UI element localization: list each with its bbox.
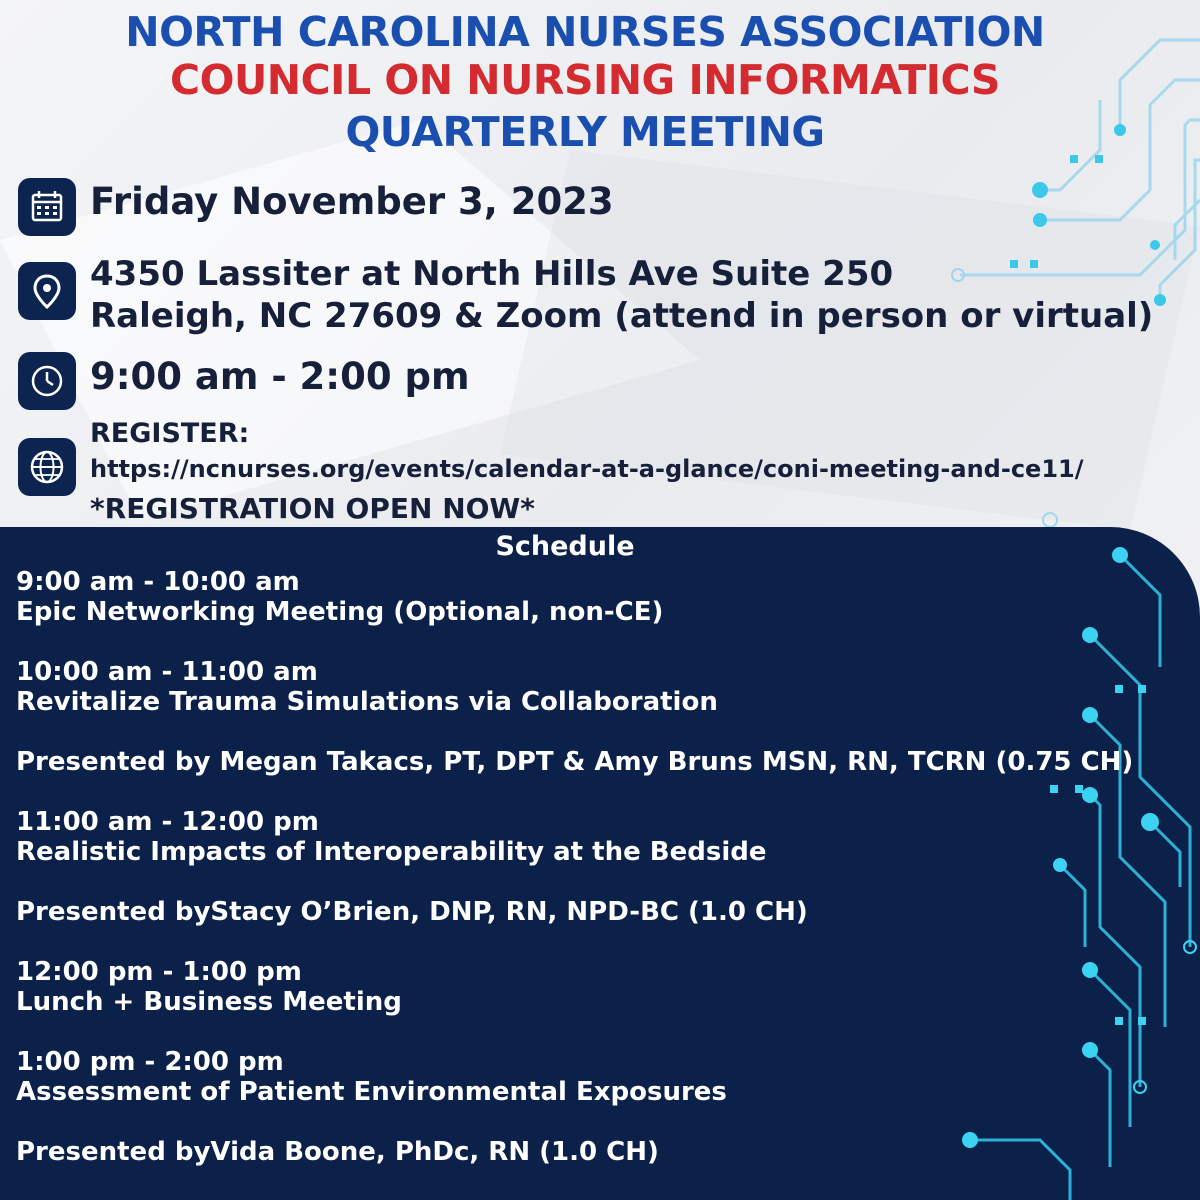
schedule-item-presenter <box>16 747 1133 777</box>
clock-icon <box>18 352 76 410</box>
presenter-text: Presented byStacy O’Brien, DNP, RN, NPD-BC (1.0 CH) <box>16 897 808 927</box>
schedule-item <box>16 567 663 627</box>
event-time: 9:00 am - 2:00 pm <box>90 355 470 398</box>
schedule-panel <box>0 527 1200 1200</box>
presenter-text: Presented byVida Boone, PhDc, RN (1.0 CH) <box>16 1137 659 1167</box>
register-link[interactable]: https://ncnurses.org/events/calendar-at-a-glance/coni-meeting-and-ce11/ <box>90 455 1084 483</box>
schedule-item-title: Epic Networking Meeting (Optional, non-CE) <box>16 597 664 627</box>
calendar-icon <box>18 178 76 236</box>
schedule-item-time: 1:00 pm - 2:00 pm <box>16 1047 284 1077</box>
schedule-item-time: 12:00 pm - 1:00 pm <box>16 957 302 987</box>
schedule-item-title: Assessment of Patient Environmental Exposures <box>16 1077 727 1107</box>
location-icon-box <box>18 262 76 320</box>
schedule-item-presenter <box>16 1137 659 1167</box>
event-date: Friday November 3, 2023 <box>90 180 614 223</box>
schedule-title: Schedule <box>495 531 635 562</box>
presenter-text: Presented by Megan Takacs, PT, DPT & Amy Bruns MSN, RN, TCRN (0.75 CH) <box>16 747 1134 777</box>
council-title: COUNCIL ON NURSING INFORMATICS <box>170 56 1000 104</box>
schedule-item-title: Realistic Impacts of Interoperability at the Bedside <box>16 837 767 867</box>
clock-icon-box <box>18 352 76 410</box>
calendar-icon-box <box>18 178 76 236</box>
schedule-item <box>16 657 718 717</box>
register-label: REGISTER: <box>90 418 250 449</box>
location-pin-icon <box>18 262 76 320</box>
globe-icon-box <box>18 438 76 496</box>
schedule-item-time: 11:00 am - 12:00 pm <box>16 807 319 837</box>
schedule-item <box>16 1047 727 1107</box>
schedule-item <box>16 957 402 1017</box>
address-line-1: 4350 Lassiter at North Hills Ave Suite 250 <box>90 254 894 294</box>
globe-icon <box>18 438 76 496</box>
schedule-item <box>16 807 766 867</box>
meeting-title: QUARTERLY MEETING <box>345 108 825 156</box>
event-address <box>90 253 1153 337</box>
registration-open-notice: *REGISTRATION OPEN NOW* <box>90 492 535 525</box>
schedule-item-presenter <box>16 897 808 927</box>
schedule-item-title: Revitalize Trauma Simulations via Collaboration <box>16 687 718 717</box>
schedule-item-time: 9:00 am - 10:00 am <box>16 567 300 597</box>
org-title: NORTH CAROLINA NURSES ASSOCIATION <box>125 8 1045 56</box>
address-line-2: Raleigh, NC 27609 & Zoom (attend in person or virtual) <box>90 296 1154 336</box>
schedule-item-title: Lunch + Business Meeting <box>16 987 402 1017</box>
schedule-item-time: 10:00 am - 11:00 am <box>16 657 318 687</box>
